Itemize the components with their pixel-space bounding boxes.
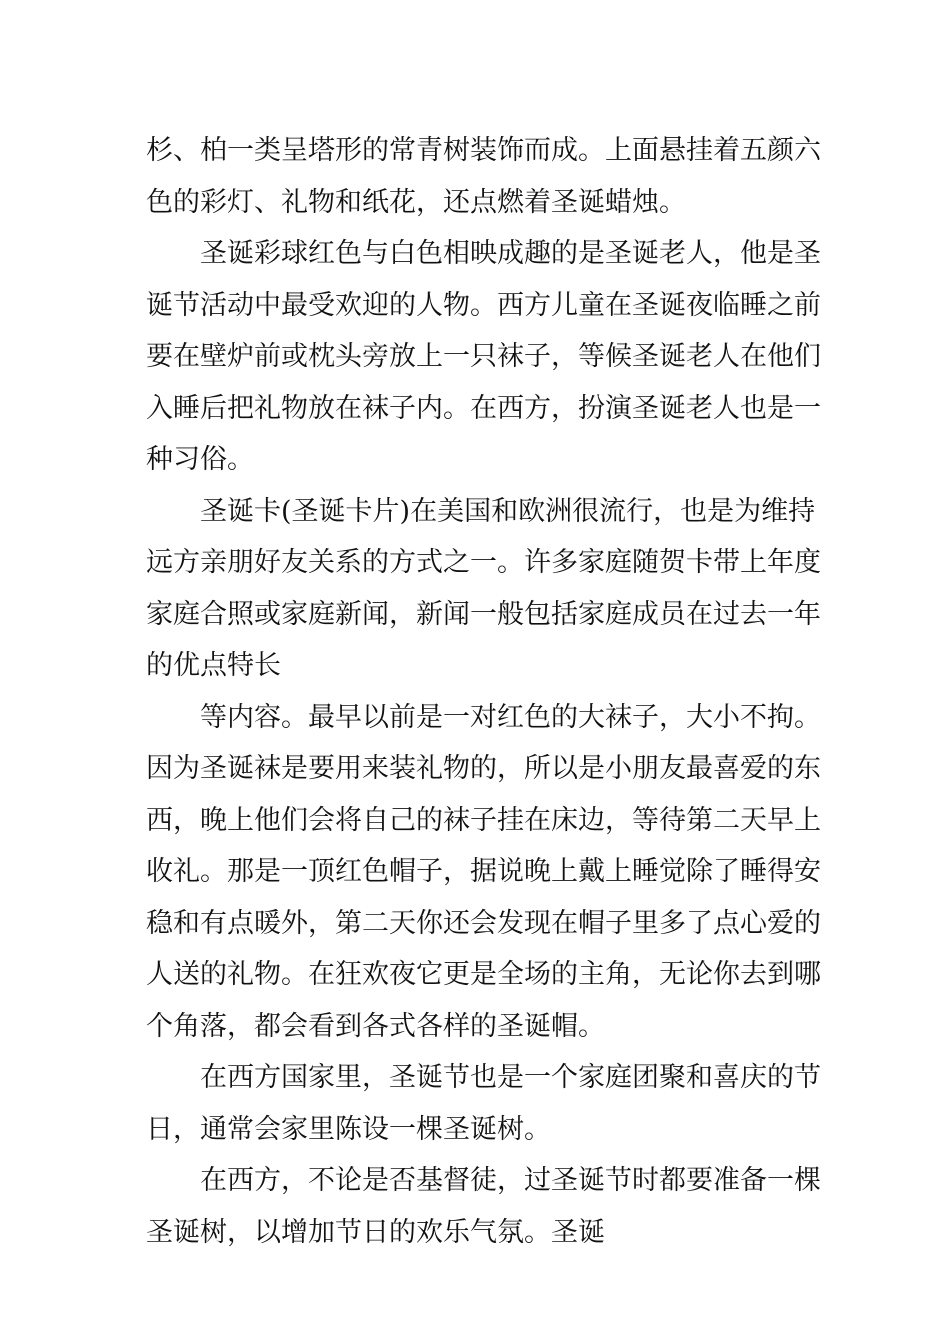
text-line: 收礼。那是一顶红色帽子，据说晚上戴上睡觉除了睡得安: [146, 856, 821, 887]
text-line: 在西方，不论是否基督徒，过圣诞节时都要准备一棵: [200, 1165, 821, 1196]
text-line: 个角落，都会看到各式各样的圣诞帽。: [146, 1010, 605, 1042]
text-line: 圣诞卡(圣诞卡片)在美国和欧洲很流行，也是为维持: [200, 495, 816, 527]
text-line: 家庭合照或家庭新闻，新闻一般包括家庭成员在过去一年: [146, 598, 821, 630]
text-line: 西，晚上他们会将自己的袜子挂在床边，等待第二天早上: [146, 804, 821, 836]
text-line: 在西方国家里，圣诞节也是一个家庭团聚和喜庆的节: [200, 1062, 821, 1093]
text-line: 圣诞彩球红色与白色相映成趣的是圣诞老人，他是圣: [200, 238, 821, 269]
text-line: 圣诞树，以增加节日的欢乐气氛。圣诞: [146, 1216, 605, 1248]
text-line: 杉、柏一类呈塔形的常青树装饰而成。上面悬挂着五颜六: [146, 135, 821, 166]
text-line: 入睡后把礼物放在袜子内。在西方，扮演圣诞老人也是一: [146, 392, 821, 424]
text-line: 日，通常会家里陈设一棵圣诞树。: [146, 1113, 551, 1145]
paragraph: [146, 228, 821, 486]
text-line: 远方亲朋好友关系的方式之一。许多家庭随贺卡带上年度: [146, 547, 821, 578]
paragraph: [146, 1052, 821, 1155]
document-body: [146, 125, 821, 1258]
text-line: 的优点特长: [146, 650, 281, 681]
text-line: 种习俗。: [146, 444, 254, 475]
text-line: 因为圣诞袜是要用来装礼物的，所以是小朋友最喜爱的东: [146, 753, 821, 784]
paragraph: [146, 1155, 821, 1258]
text-line: 人送的礼物。在狂欢夜它更是全场的主角，无论你去到哪: [146, 959, 821, 990]
paragraph: [146, 125, 821, 228]
text-line: 诞节活动中最受欢迎的人物。西方儿童在圣诞夜临睡之前: [146, 289, 821, 321]
paragraph: [146, 692, 821, 1053]
paragraph: [146, 486, 821, 692]
text-line: 等内容。最早以前是一对红色的大袜子，大小不拘。: [200, 701, 821, 733]
text-line: 稳和有点暖外，第二天你还会发现在帽子里多了点心爱的: [146, 907, 821, 939]
text-line: 要在壁炉前或枕头旁放上一只袜子，等候圣诞老人在他们: [146, 341, 821, 372]
text-line: 色的彩灯、礼物和纸花，还点燃着圣诞蜡烛。: [146, 186, 686, 218]
